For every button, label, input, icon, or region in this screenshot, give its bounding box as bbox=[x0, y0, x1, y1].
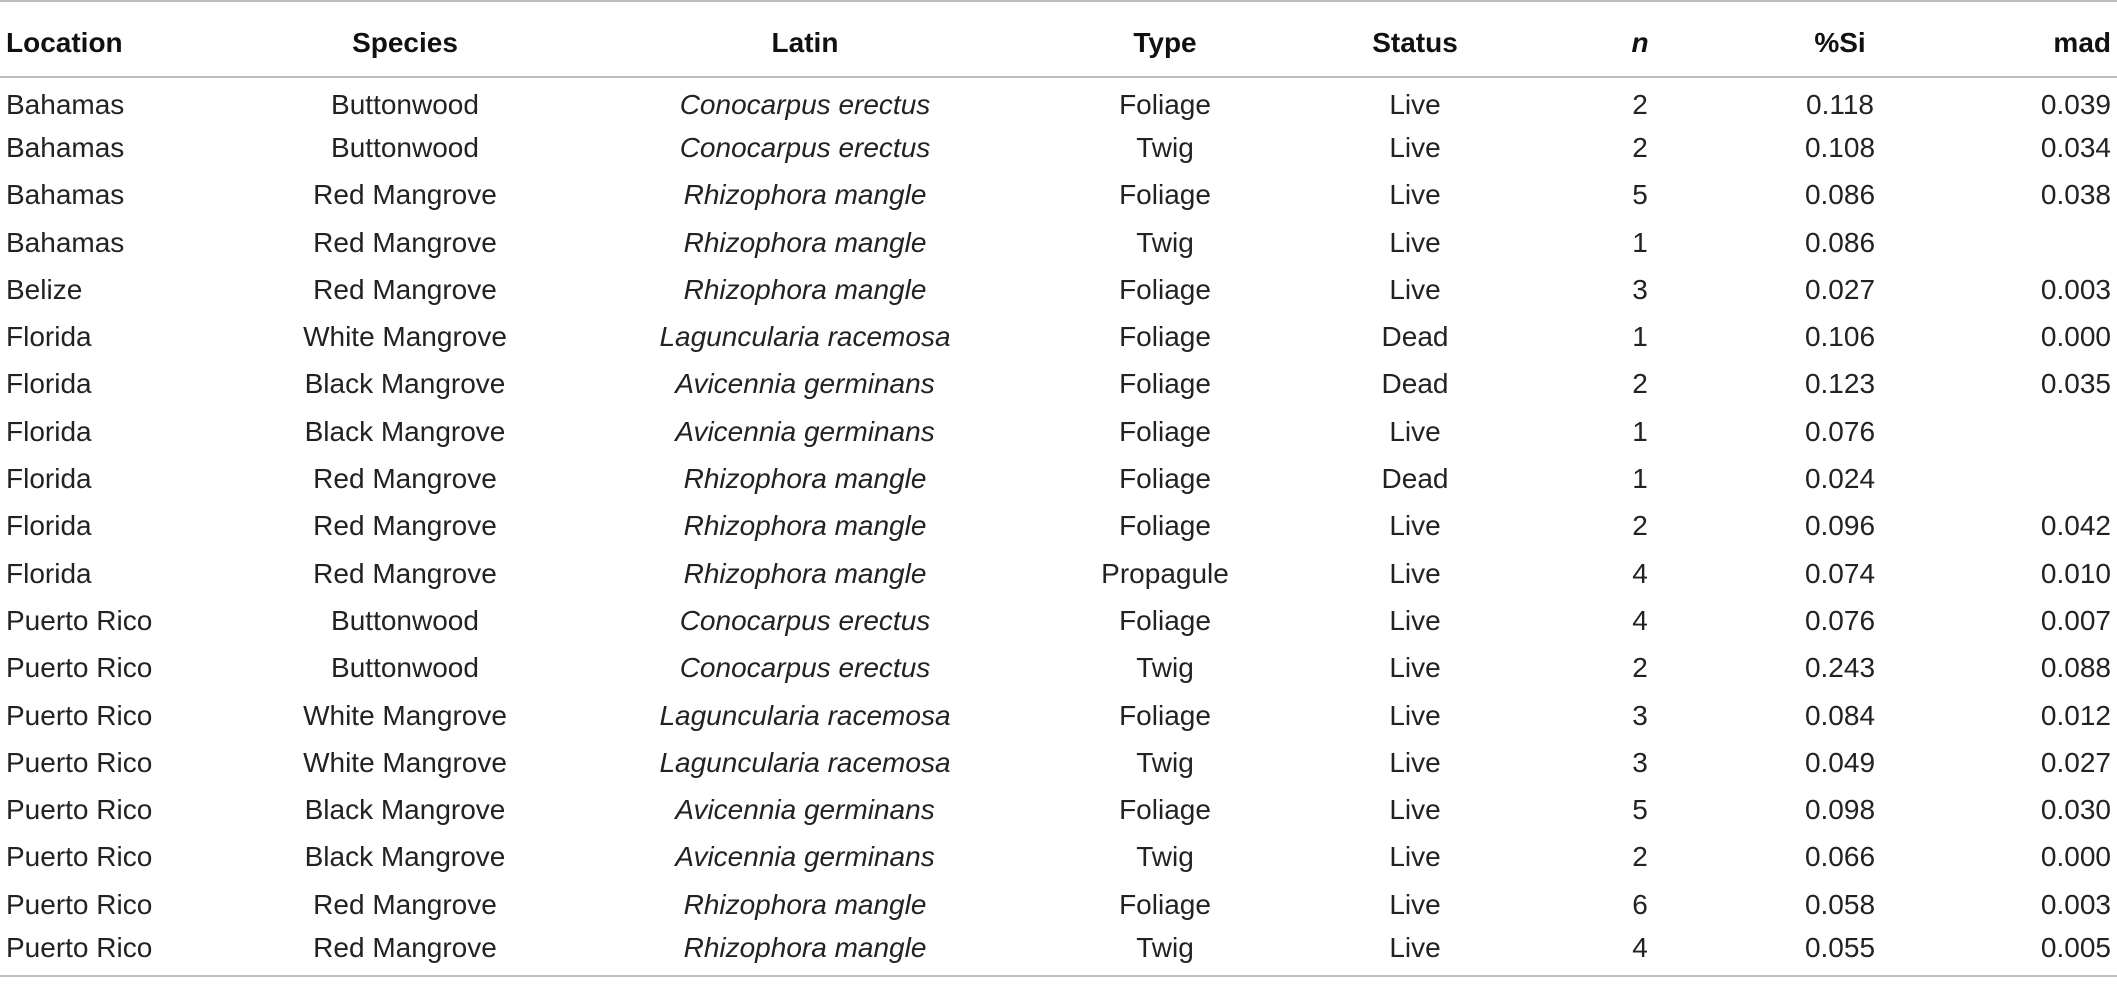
cell-si: 0.074 bbox=[1804, 557, 1876, 589]
cell-status: Live bbox=[1389, 652, 1441, 684]
cell-location: Florida bbox=[6, 368, 92, 400]
cell-species: Red Mangrove bbox=[313, 273, 497, 305]
cell-si: 0.084 bbox=[1804, 699, 1876, 731]
cell-si: 0.024 bbox=[1804, 463, 1876, 495]
cell-location: Puerto Rico bbox=[6, 604, 153, 636]
cell-latin: Rhizophora mangle bbox=[683, 510, 927, 542]
cell-n: 2 bbox=[1632, 368, 1648, 400]
cell-location: Puerto Rico bbox=[0, 928, 240, 975]
cell-type: Twig bbox=[1136, 131, 1194, 163]
cell-type: Foliage bbox=[1119, 888, 1211, 920]
cell-type: Twig bbox=[1136, 652, 1194, 684]
cell-latin: Laguncularia racemosa bbox=[659, 746, 951, 778]
cell-type: Twig bbox=[1040, 928, 1290, 975]
cell-mad: 0.088 bbox=[2040, 652, 2111, 684]
cell-n: 1 bbox=[1632, 463, 1648, 495]
table-row bbox=[0, 881, 2117, 928]
table-row bbox=[0, 313, 2117, 360]
cell-latin: Rhizophora mangle bbox=[683, 179, 927, 211]
header-mad: mad bbox=[1940, 1, 2117, 77]
cell-location: Puerto Rico bbox=[6, 794, 153, 826]
cell-status: Live bbox=[1389, 794, 1441, 826]
cell-species: Buttonwood bbox=[331, 652, 479, 684]
cell-species: Red Mangrove bbox=[313, 226, 497, 258]
cell-location: Puerto Rico bbox=[6, 841, 153, 873]
cell-latin: Laguncularia racemosa bbox=[659, 699, 951, 731]
cell-si: 0.118 bbox=[1806, 88, 1874, 120]
cell-location: Bahamas bbox=[6, 88, 125, 120]
cell-si: 0.058 bbox=[1804, 888, 1876, 920]
cell-n: 2 bbox=[1632, 131, 1648, 163]
cell-type: Foliage bbox=[1119, 699, 1211, 731]
cell-si: 0.049 bbox=[1804, 746, 1876, 778]
cell-type: Twig bbox=[1136, 226, 1194, 258]
cell-location: Bahamas bbox=[6, 226, 125, 258]
cell-status: Live bbox=[1389, 273, 1441, 305]
table-row bbox=[0, 77, 2117, 124]
cell-n: 3 bbox=[1632, 273, 1648, 305]
cell-location: Puerto Rico bbox=[6, 699, 153, 731]
cell-status: Live bbox=[1290, 928, 1540, 975]
cell-si: 0.123 bbox=[1804, 368, 1876, 400]
cell-type: Foliage bbox=[1119, 179, 1211, 211]
cell-species: Red Mangrove bbox=[313, 510, 497, 542]
cell-n: 3 bbox=[1632, 699, 1648, 731]
cell-type: Foliage bbox=[1119, 510, 1211, 542]
cell-latin: Conocarpus erectus bbox=[679, 88, 931, 120]
cell-si: 0.086 bbox=[1804, 179, 1876, 211]
cell-latin: Rhizophora mangle bbox=[570, 928, 1040, 975]
cell-species: Buttonwood bbox=[331, 88, 479, 120]
cell-mad: 0.012 bbox=[2040, 699, 2111, 731]
table-row bbox=[0, 172, 2117, 219]
cell-location: Bahamas bbox=[6, 179, 125, 211]
cell-mad: 0.003 bbox=[2040, 273, 2111, 305]
cell-n: 2 bbox=[1632, 510, 1648, 542]
cell-n: 2 bbox=[1632, 652, 1648, 684]
header-latin: Latin bbox=[570, 1, 1040, 77]
table-row bbox=[0, 928, 2117, 975]
cell-si: 0.098 bbox=[1804, 794, 1876, 826]
cell-mad: 0.027 bbox=[2040, 746, 2111, 778]
header-species: Species bbox=[240, 1, 570, 77]
header-n: n bbox=[1540, 1, 1740, 77]
cell-type: Foliage bbox=[1119, 88, 1211, 120]
cell-latin: Avicennia germinans bbox=[675, 794, 935, 826]
cell-si: 0.096 bbox=[1804, 510, 1876, 542]
cell-type: Foliage bbox=[1119, 273, 1211, 305]
cell-n: 2 bbox=[1632, 841, 1648, 873]
cell-latin: Conocarpus erectus bbox=[679, 604, 931, 636]
cell-n: 5 bbox=[1632, 794, 1648, 826]
cell-n: 1 bbox=[1632, 415, 1648, 447]
cell-mad: 0.003 bbox=[2040, 888, 2111, 920]
table-row bbox=[0, 361, 2117, 408]
cell-species: Black Mangrove bbox=[304, 368, 506, 400]
cell-n: 1 bbox=[1632, 321, 1648, 353]
cell-status: Live bbox=[1389, 131, 1441, 163]
cell-type: Foliage bbox=[1119, 794, 1211, 826]
cell-latin: Avicennia germinans bbox=[675, 841, 935, 873]
cell-mad: 0.042 bbox=[2040, 510, 2111, 542]
cell-mad: 0.005 bbox=[1940, 928, 2117, 975]
table-row bbox=[0, 786, 2117, 833]
cell-location: Puerto Rico bbox=[6, 888, 153, 920]
cell-mad: 0.035 bbox=[2040, 368, 2111, 400]
cell-latin: Laguncularia racemosa bbox=[659, 321, 951, 353]
cell-status: Live bbox=[1389, 699, 1441, 731]
cell-type: Twig bbox=[1136, 841, 1194, 873]
table-row bbox=[0, 739, 2117, 786]
cell-location: Bahamas bbox=[6, 131, 125, 163]
table-row bbox=[0, 597, 2117, 644]
cell-n: 6 bbox=[1632, 888, 1648, 920]
cell-species: White Mangrove bbox=[303, 746, 507, 778]
cell-latin: Conocarpus erectus bbox=[679, 131, 931, 163]
cell-latin: Rhizophora mangle bbox=[683, 888, 927, 920]
cell-mad bbox=[1940, 455, 2117, 502]
cell-type: Foliage bbox=[1119, 463, 1211, 495]
cell-mad: 0.030 bbox=[2040, 794, 2111, 826]
table-row bbox=[0, 645, 2117, 692]
cell-species: Red Mangrove bbox=[313, 557, 497, 589]
cell-species: White Mangrove bbox=[303, 699, 507, 731]
cell-species: Red Mangrove bbox=[313, 179, 497, 211]
header-type: Type bbox=[1040, 1, 1290, 77]
header-row bbox=[0, 1, 2117, 77]
cell-mad: 0.000 bbox=[2040, 841, 2111, 873]
cell-type: Foliage bbox=[1119, 604, 1211, 636]
cell-species: Buttonwood bbox=[331, 604, 479, 636]
cell-species: Red Mangrove bbox=[313, 463, 497, 495]
table-row bbox=[0, 408, 2117, 455]
cell-status: Live bbox=[1389, 179, 1441, 211]
cell-latin: Rhizophora mangle bbox=[683, 557, 927, 589]
cell-species: Red Mangrove bbox=[313, 888, 497, 920]
cell-species: Black Mangrove bbox=[304, 794, 506, 826]
cell-location: Belize bbox=[6, 273, 83, 305]
table-row bbox=[0, 503, 2117, 550]
cell-n: 3 bbox=[1632, 746, 1648, 778]
cell-location: Florida bbox=[6, 415, 92, 447]
cell-location: Puerto Rico bbox=[6, 746, 153, 778]
table-row bbox=[0, 550, 2117, 597]
cell-si: 0.076 bbox=[1804, 604, 1876, 636]
cell-latin: Rhizophora mangle bbox=[683, 226, 927, 258]
cell-n: 1 bbox=[1632, 226, 1648, 258]
cell-location: Florida bbox=[6, 321, 92, 353]
cell-type: Foliage bbox=[1119, 368, 1211, 400]
cell-status: Dead bbox=[1381, 463, 1449, 495]
cell-location: Florida bbox=[6, 463, 92, 495]
table-row bbox=[0, 124, 2117, 171]
cell-status: Live bbox=[1389, 226, 1441, 258]
cell-n: 4 bbox=[1540, 928, 1740, 975]
cell-si: 0.086 bbox=[1804, 226, 1876, 258]
cell-status: Live bbox=[1389, 557, 1441, 589]
cell-si: 0.076 bbox=[1804, 415, 1876, 447]
cell-status: Live bbox=[1389, 510, 1441, 542]
cell-status: Live bbox=[1389, 888, 1441, 920]
cell-species: Black Mangrove bbox=[304, 415, 506, 447]
cell-latin: Conocarpus erectus bbox=[679, 652, 931, 684]
cell-status: Dead bbox=[1381, 321, 1449, 353]
cell-status: Dead bbox=[1381, 368, 1449, 400]
cell-location: Florida bbox=[6, 510, 92, 542]
table-row bbox=[0, 219, 2117, 266]
cell-status: Live bbox=[1389, 604, 1441, 636]
cell-n: 5 bbox=[1632, 179, 1648, 211]
cell-latin: Avicennia germinans bbox=[675, 368, 935, 400]
table-row bbox=[0, 834, 2117, 881]
cell-si: 0.027 bbox=[1804, 273, 1876, 305]
cell-species: Black Mangrove bbox=[304, 841, 506, 873]
cell-type: Foliage bbox=[1119, 321, 1211, 353]
cell-si: 0.243 bbox=[1804, 652, 1876, 684]
table-row bbox=[0, 266, 2117, 313]
cell-location: Puerto Rico bbox=[6, 652, 153, 684]
cell-status: Live bbox=[1389, 88, 1441, 120]
cell-si: 0.108 bbox=[1804, 131, 1876, 163]
cell-mad: 0.010 bbox=[2040, 557, 2111, 589]
cell-si: 0.066 bbox=[1804, 841, 1876, 873]
cell-status: Live bbox=[1389, 415, 1441, 447]
cell-si: 0.055 bbox=[1740, 928, 1940, 975]
cell-mad bbox=[1940, 408, 2117, 455]
cell-n: 2 bbox=[1632, 88, 1648, 120]
table-row bbox=[0, 455, 2117, 502]
header-si: %Si bbox=[1740, 1, 1940, 77]
cell-species: White Mangrove bbox=[303, 321, 507, 353]
cell-mad: 0.038 bbox=[2040, 179, 2111, 211]
cell-mad: 0.039 bbox=[2040, 88, 2111, 120]
cell-location: Florida bbox=[6, 557, 92, 589]
cell-n: 4 bbox=[1632, 557, 1648, 589]
cell-species: Buttonwood bbox=[331, 131, 479, 163]
cell-type: Twig bbox=[1136, 746, 1194, 778]
cell-mad: 0.000 bbox=[2040, 321, 2111, 353]
cell-status: Live bbox=[1389, 746, 1441, 778]
header-location: Location bbox=[0, 1, 240, 77]
cell-n: 4 bbox=[1632, 604, 1648, 636]
cell-mad: 0.007 bbox=[2040, 604, 2111, 636]
cell-type: Propagule bbox=[1101, 557, 1229, 589]
cell-mad: 0.034 bbox=[2040, 131, 2111, 163]
cell-si: 0.106 bbox=[1804, 321, 1876, 353]
cell-type: Foliage bbox=[1119, 415, 1211, 447]
header-status: Status bbox=[1290, 1, 1540, 77]
cell-status: Live bbox=[1389, 841, 1441, 873]
cell-latin: Rhizophora mangle bbox=[683, 463, 927, 495]
table-body bbox=[0, 77, 2117, 976]
table-header bbox=[0, 1, 2117, 77]
cell-latin: Rhizophora mangle bbox=[683, 273, 927, 305]
cell-mad bbox=[1940, 219, 2117, 266]
table-row bbox=[0, 692, 2117, 739]
cell-species: Red Mangrove bbox=[240, 928, 570, 975]
cell-latin: Avicennia germinans bbox=[675, 415, 935, 447]
